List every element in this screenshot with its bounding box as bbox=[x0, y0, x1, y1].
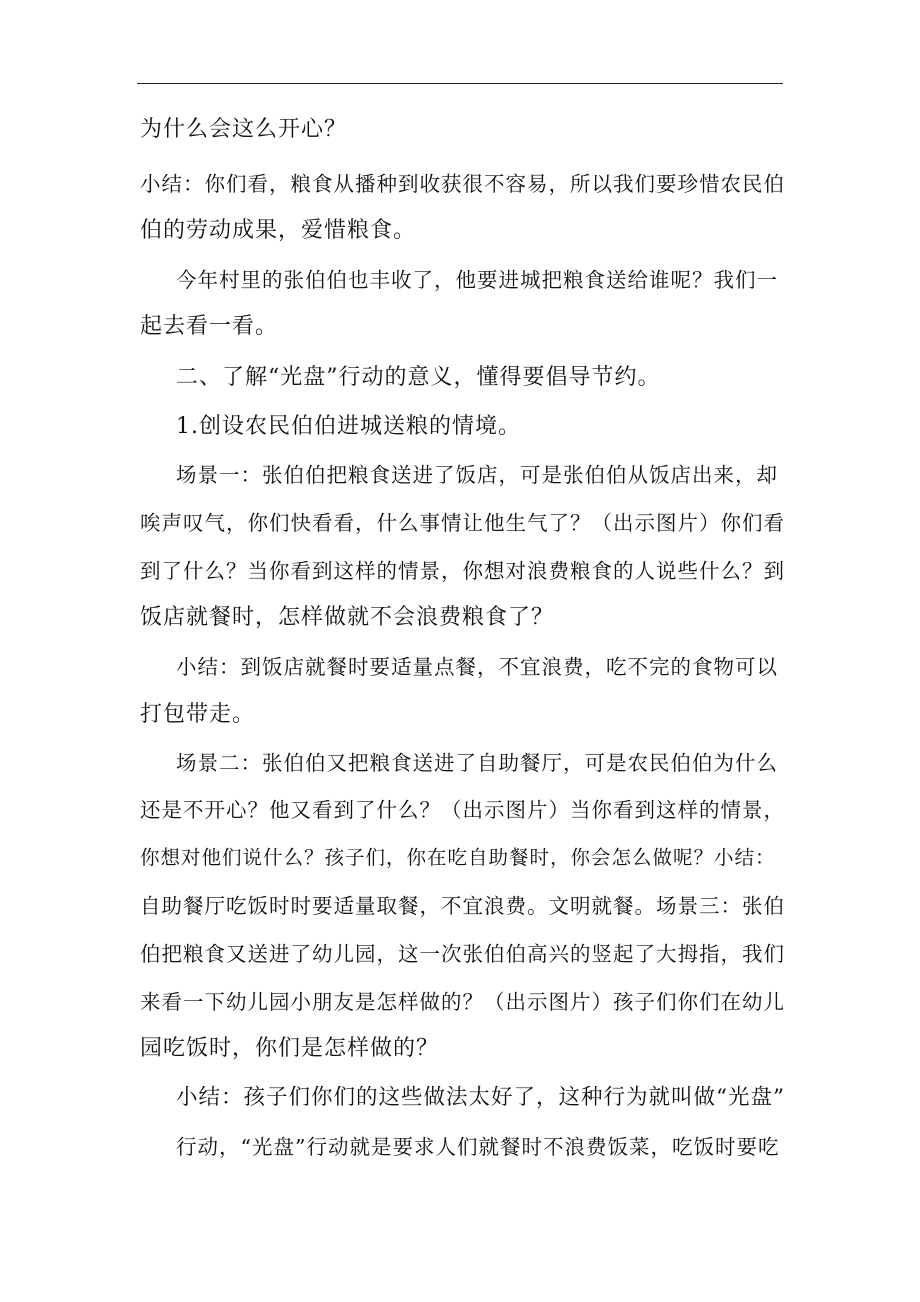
text-line: 场景一：张伯伯把粮食送进了饭店，可是张伯伯从饭店出来，却 bbox=[176, 463, 778, 487]
text-line: 饭店就餐时，怎样做就不会浪费粮食了？ bbox=[140, 605, 555, 630]
text-line: 起去看一看。 bbox=[140, 314, 279, 339]
text-line: 今年村里的张伯伯也丰收了，他要进城把粮食送给谁呢？我们一 bbox=[176, 268, 778, 292]
text-line: 伯把粮食又送进了幼儿园，这一次张伯伯高兴的竖起了大拇指，我们 bbox=[140, 942, 785, 966]
header-rule bbox=[137, 83, 783, 84]
text-line: 小结：孩子们你们的这些做法太好了，这种行为就叫做“光盘” bbox=[176, 1085, 785, 1110]
text-line: 你想对他们说什么？孩子们，你在吃自助餐时，你会怎么做呢？小结： bbox=[140, 846, 776, 869]
sub-heading: 1.创设农民伯伯进城送粮的情境。 bbox=[176, 414, 521, 439]
text-line: 场景二：张伯伯又把粮食送进了自助餐厅，可是农民伯伯为什么 bbox=[176, 751, 778, 775]
text-line: 行动，“光盘”行动就是要求人们就餐时不浪费饭菜，吃饭时要吃 bbox=[176, 1135, 780, 1159]
text-line: 自助餐厅吃饭时时要适量取餐，不宜浪费。文明就餐。场景三：张伯 bbox=[140, 894, 785, 918]
text-line: 伯的劳动成果，爱惜粮食。 bbox=[140, 218, 417, 243]
text-line: 为什么会这么开心？ bbox=[140, 117, 348, 142]
text-line: 园吃饭时，你们是怎样做的？ bbox=[140, 1036, 440, 1061]
text-line: 到了什么？当你看到这样的情景，你想对浪费粮食的人说些什么？到 bbox=[140, 559, 785, 583]
text-line: 还是不开心？他又看到了什么？（出示图片）当你看到这样的情景， bbox=[140, 798, 785, 822]
text-line: 唉声叹气，你们快看看，什么事情让他生气了？（出示图片）你们看 bbox=[140, 511, 785, 535]
text-line: 小结：到饭店就餐时要适量点餐，不宜浪费，吃不完的食物可以 bbox=[176, 655, 778, 679]
section-heading: 二、了解“光盘”行动的意义，懂得要倡导节约。 bbox=[176, 365, 661, 390]
text-line: 来看一下幼儿园小朋友是怎样做的？（出示图片）孩子们你们在幼儿 bbox=[140, 990, 785, 1014]
text-line: 打包带走。 bbox=[140, 702, 256, 727]
text-line: 小结：你们看，粮食从播种到收获很不容易，所以我们要珍惜农民伯 bbox=[140, 172, 785, 196]
